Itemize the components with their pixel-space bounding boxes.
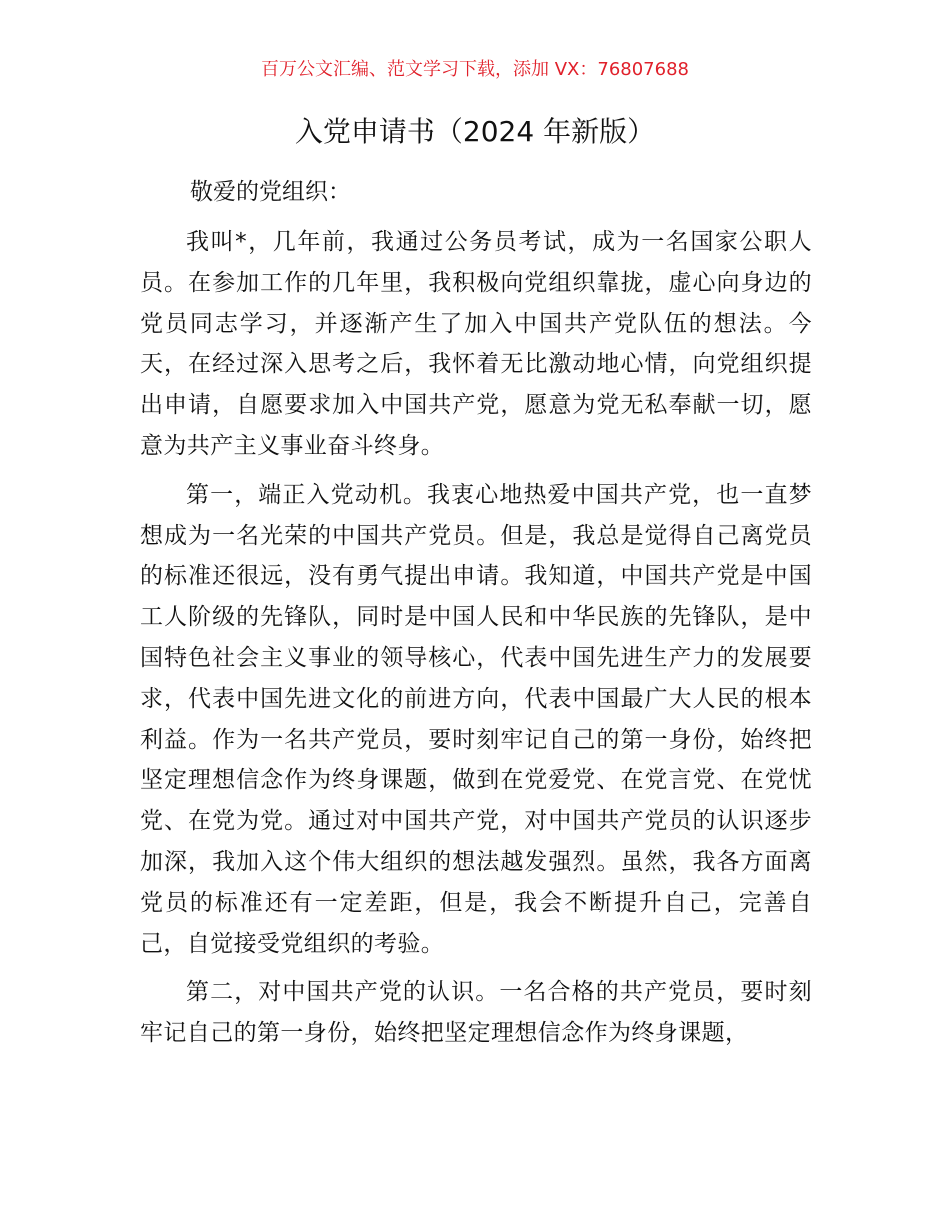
greeting: 敬爱的党组织：	[190, 179, 351, 205]
download-notice-header: 百万公文汇编、范文学习下载，添加 VX：76807688	[261, 59, 689, 80]
document-title: 入党申请书（2024 年新版）	[294, 115, 656, 148]
paragraph-first-point: 第一，端正入党动机。我衷心地热爱中国共产党，也一直梦想成为一名光荣的中国共产党员。但是，我总是觉得自己离党员的标准还很远，没有勇气提出申请。我知道，中国共产党是中国工人阶级的先锋队，同时是中国人民和中华民族的先锋队，是中国特色社会主义事业的领导核心，代表中国先进生产力的发展要求，代表中国先进文化的前进方向，代表中国最广大人民的根本利益。作为一名共产党员，要时刻牢记自己的第一身份，始终把坚定理想信念作为终身课题，做到在党爱党、在党言党、在党忧党、在党为党。通过对中国共产党，对中国共产党员的认识逐步加深，我加入这个伟大组织的想法越发强烈。虽然，我各方面离党员的标准还有一定差距，但是，我会不断提升自己，完善自己，自觉接受党组织的考验。	[140, 481, 812, 957]
paragraph-intro: 我叫*，几年前，我通过公务员考试，成为一名国家公职人员。在参加工作的几年里，我积极向党组织靠拢，虚心向身边的党员同志学习，并逐渐产生了加入中国共产党队伍的想法。今天，在经过深入思考之后，我怀着无比激动地心情，向党组织提出申请，自愿要求加入中国共产党，愿意为党无私奉献一切，愿意为共产主义事业奋斗终身。	[140, 229, 812, 459]
document-body	[140, 222, 812, 1062]
paragraph-second-point: 第二，对中国共产党的认识。一名合格的共产党员，要时刻牢记自己的第一身份，始终把坚定理想信念作为终身课题，	[140, 979, 812, 1047]
